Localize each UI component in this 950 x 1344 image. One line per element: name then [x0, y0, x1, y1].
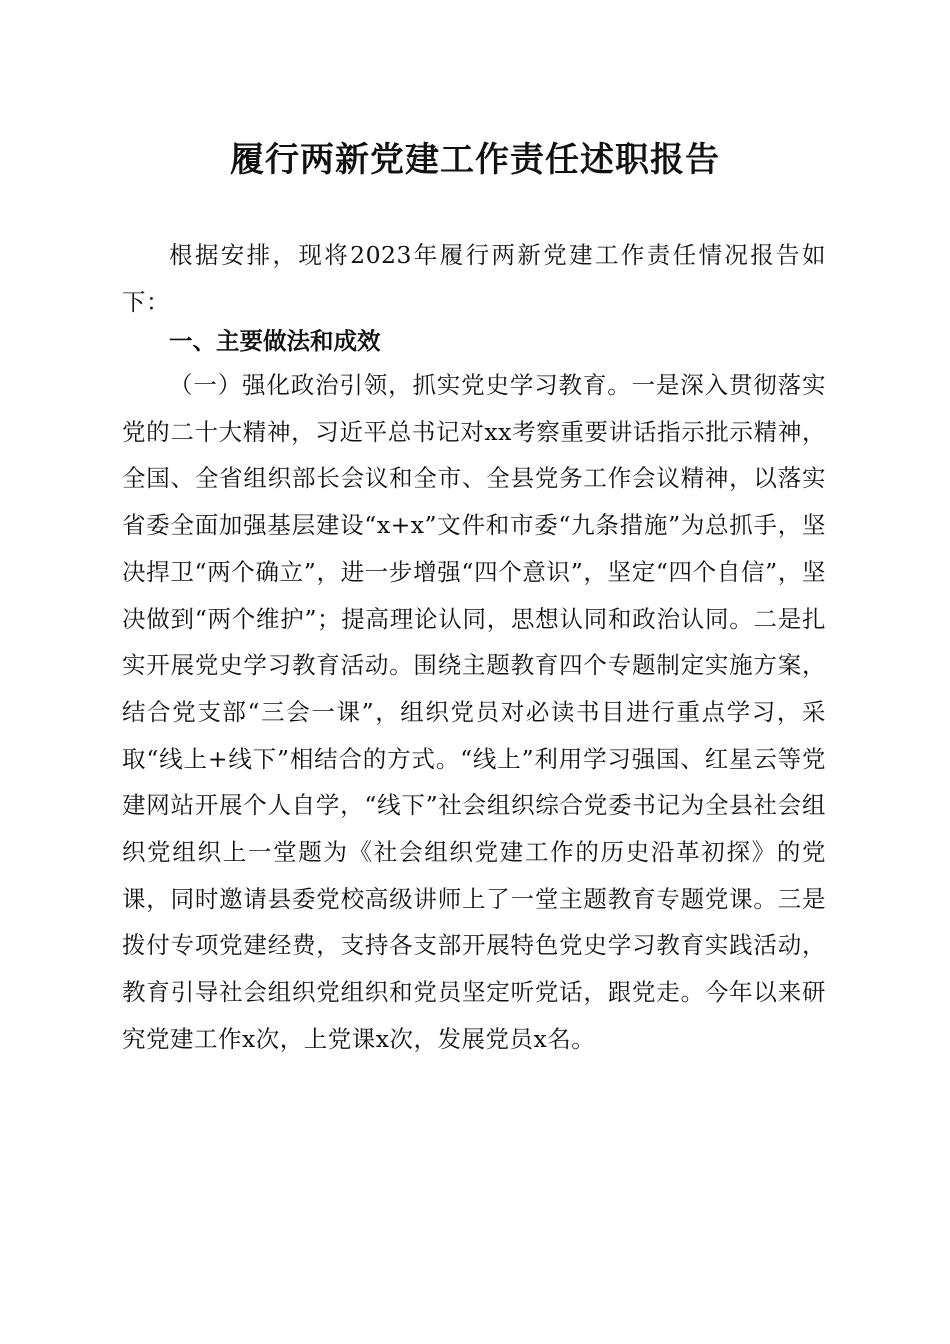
intro-paragraph: 根据安排，现将2023年履行两新党建工作责任情况报告如下：	[122, 241, 826, 316]
body-paragraph: （一）强化政治引领，抓实党史学习教育。一是深入贯彻落实党的二十大精神，习近平总书记对xx考察重要讲话指示批示精神，全国、全省组织部长会议和全市、全县党务工作会议精神，以落实省委全面加强基层建设“x+x”文件和市委“九条措施”为总抓手，坚决捍卫“两个确立”，进一步增强“四个意识”，坚定“四个自信”，坚决做到“两个维护”；提高理论认同，思想认同和政治认同。二是扎实开展党史学习教育活动。围绕主题教育四个专题制定实施方案，结合党支部“三会一课”，组织党员对必读书目进行重点学习，采取“线上+线下”相结合的方式。“线上”利用学习强国、红星云等党建网站开展个人自学，“线下”社会组织综合党委书记为全县社会组织党组织上一堂题为《社会组织党建工作的历史沿革初探》的党课，同时邀请县委党校高级讲师上了一堂主题教育专题党课。三是拨付专项党建经费，支持各支部开展特色党史学习教育实践活动，教育引导社会组织党组织和党员坚定听党话，跟党走。今年以来研究党建工作x次，上党课x次，发展党员x名。	[122, 371, 826, 1053]
section-heading: 一、主要做法和成效	[169, 327, 381, 355]
document-title: 履行两新党建工作责任述职报告	[230, 140, 720, 180]
